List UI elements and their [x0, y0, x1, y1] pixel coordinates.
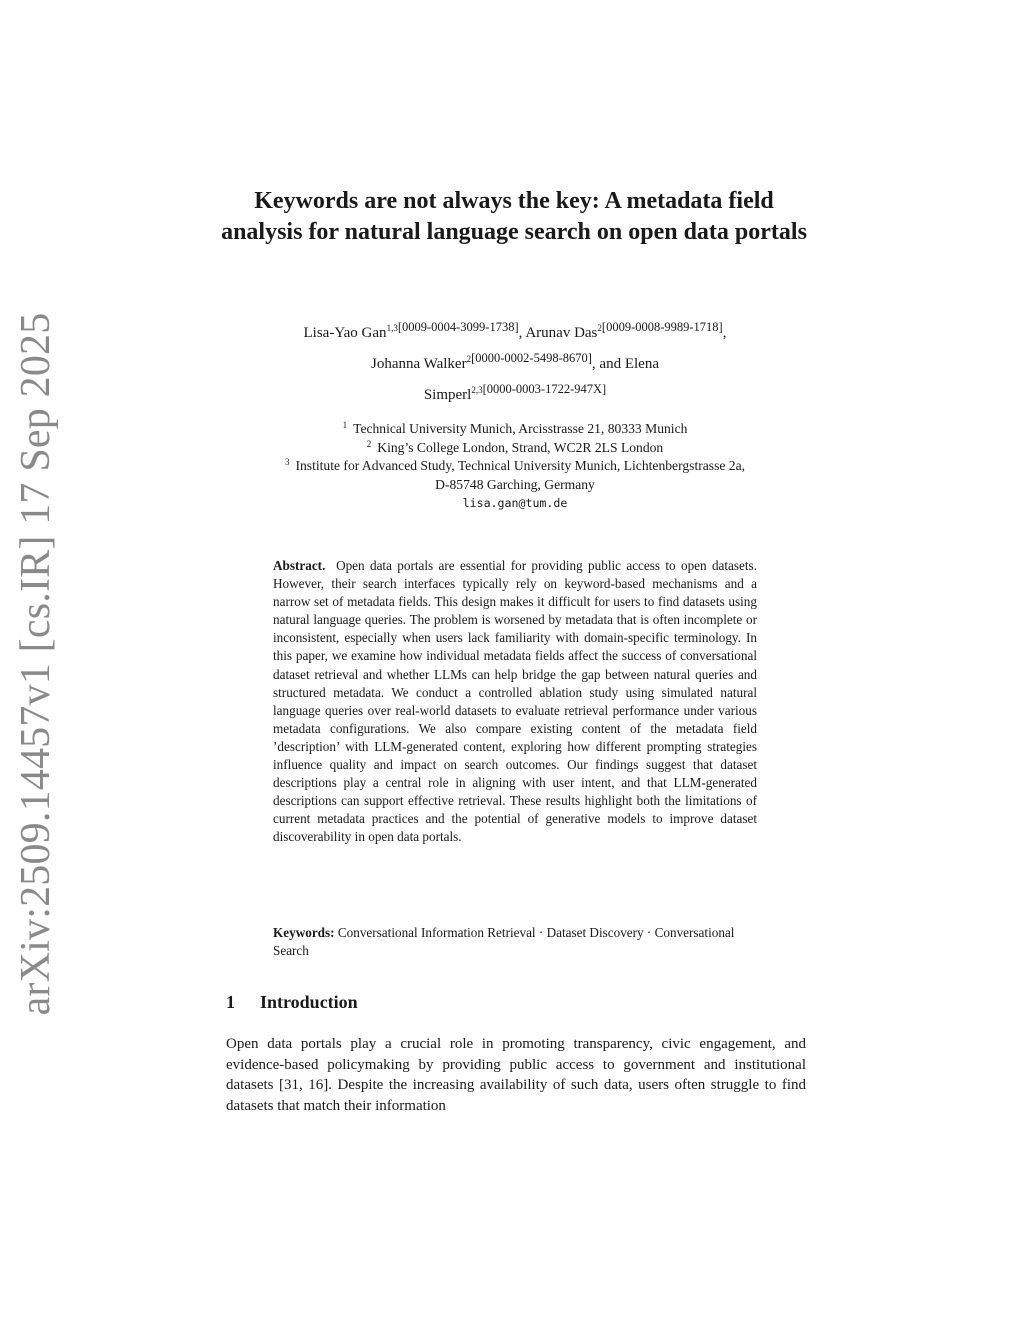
- author-list: [220, 318, 810, 411]
- author-name-part: and Elena: [599, 356, 659, 372]
- arxiv-stamp-text: arXiv:2509.14457v1 [cs.IR] 17 Sep 2025: [13, 312, 59, 1016]
- abstract: [273, 557, 757, 847]
- introduction-paragraph: Open data portals play a crucial role in promoting transparency, civic engagement, and evidence-based policymaking by providing public access to government and institutional datasets [31, 16]. Despite the increasing availability of such data, users often struggle to find datasets that match their information: [226, 1036, 806, 1114]
- author-name-part: Simperl: [423, 387, 472, 403]
- abstract-text: Open data portals are essential for providing public access to open datasets. However, their search interfaces typically rely on keyword-based mechanisms and a narrow set of metadata fields. This design makes it difficult for users to find datasets using natural language queries. The problem is worsened by metadata that is often incomplete or inconsistent, especially when users lack familiarity with domain-specific terminology. In this paper, we examine how individual metadata fields affect the success of conversational dataset retrieval and whether LLMs can help bridge the gap between natural queries and structured metadata. We conduct a controlled ablation study using simulated natural language queries over real-world datasets to evaluate retrieval performance under various metadata configurations. We also compare existing content of the metadata field ’description’ with LLM-generated content, exploring how different prompting strategies influence quality and impact on search outcomes. Our findings suggest that dataset descriptions play a central role in aligning with user intent, and that LLM-generated descriptions can support effective retrieval. These results highlight both the limitations of current metadata practices and the potential of generative models to improve dataset discoverability in open data portals.: [273, 558, 757, 845]
- keywords-text: Conversational Information Retrieval · Dataset Discovery · Conversational Search: [273, 925, 735, 959]
- affiliation-text: Technical University Munich, Arcisstrasse 21, 80333 Munich: [353, 421, 688, 436]
- author-affiliation-marker: 2,3: [471, 385, 483, 395]
- affiliation-marker: 2: [366, 438, 372, 449]
- section-number: 1: [226, 992, 235, 1012]
- author-orcid: [0009-0008-9989-1718]: [601, 320, 723, 334]
- author-name: Lisa-Yao Gan: [303, 325, 387, 341]
- author-orcid: [0009-0004-3099-1738]: [397, 320, 519, 334]
- author-orcid: [0000-0003-1722-947X]: [482, 382, 607, 396]
- section-heading: [226, 992, 358, 1013]
- affiliation-text: King’s College London, Strand, WC2R 2LS London: [377, 439, 664, 455]
- affiliation-1: [220, 420, 810, 439]
- affiliation-2: [220, 439, 810, 458]
- author-affiliation-marker: 2: [597, 323, 602, 333]
- affiliation-text: Institute for Advanced Study, Technical University Munich, Lichtenbergstrasse 2a,: [295, 458, 746, 473]
- affiliation-3: [220, 457, 810, 476]
- section-title: Introduction: [260, 992, 358, 1012]
- affiliation-marker: 1: [342, 420, 348, 430]
- affiliation-3-continued: D-85748 Garching, Germany: [435, 476, 595, 492]
- keywords: [273, 924, 757, 960]
- author-line-1: Lisa-Yao Gan$^{1,3[0009-0004-3099-1738]}$, Arunav Das$^{2[0009-0008-9989-1718]}$,: [303, 320, 727, 341]
- author-affiliation-marker: 2: [466, 354, 472, 364]
- paper-title: Keywords are not always the key: A metadata field analysis for natural language search on open data portals: [221, 188, 807, 245]
- affiliation-list: [220, 420, 810, 513]
- author-line-2: Johanna Walker$^{2[0000-0002-5498-8670]}$, and Elena: [371, 351, 659, 372]
- author-name: Arunav Das: [525, 325, 598, 341]
- author-line-3: [220, 380, 810, 411]
- keywords-label: Keywords:: [273, 925, 335, 940]
- author-orcid: [0000-0002-5498-8670]: [471, 351, 592, 365]
- affiliation-marker: 3: [284, 457, 290, 467]
- author-name: Johanna Walker: [371, 356, 467, 372]
- contact-email: lisa.gan@tum.de: [462, 496, 568, 510]
- author-affiliation-marker: 1,3: [386, 323, 398, 333]
- arxiv-identifier-stamp: [0, 312, 72, 1016]
- abstract-label: Abstract.: [273, 558, 326, 573]
